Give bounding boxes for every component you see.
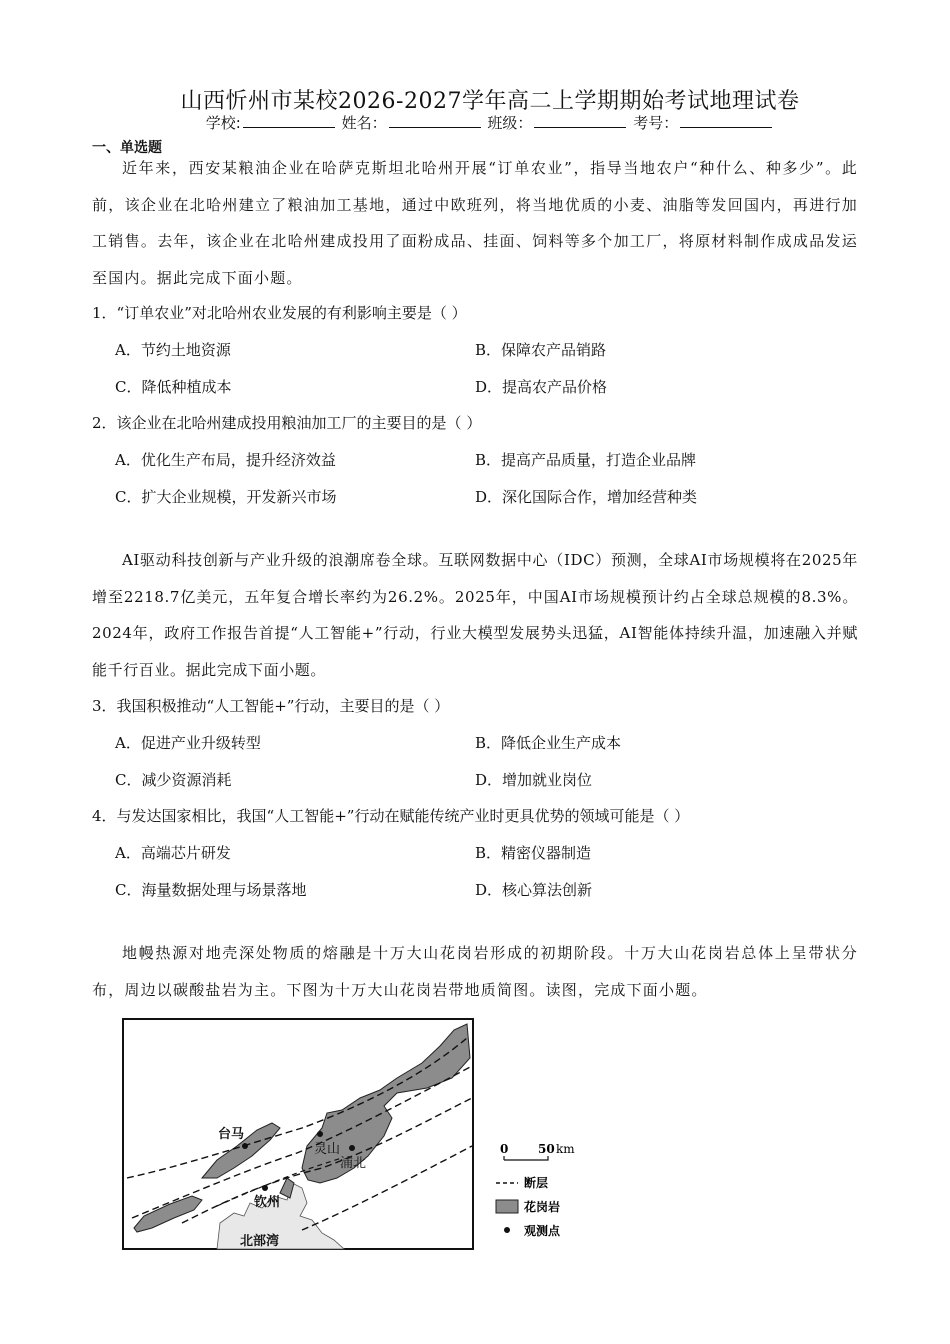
observation-point-pubei <box>349 1145 355 1151</box>
q2-option-a[interactable]: A．优化生产布局，提升经济效益 <box>115 451 336 469</box>
passage-1: 近年来，西安某粮油企业在哈萨克斯坦北哈州开展“订单农业”，指导当地农户“种什么、种多少”。此前，该企业在北哈州建立了粮油加工基地，通过中欧班列，将当地优质的小麦、油脂等发回国内，再进行加工销售。去年，该企业在北哈州建成投用了面粉成品、挂面、饲料等多个加工厂，将原材料制作成成品发运至国内。据此完成下面小题。 <box>92 159 858 287</box>
q4-option-a[interactable]: A．高端芯片研发 <box>115 844 231 862</box>
question-4-stem: 4．与发达国家相比，我国“人工智能+”行动在赋能传统产业时更具优势的领域可能是（ ） <box>92 807 690 825</box>
passage-3: 地幔热源对地壳深处物质的熔融是十万大山花岗岩形成的初期阶段。十万大山花岗岩总体上呈带状分布，周边以碳酸盐岩为主。下图为十万大山花岗岩带地质简图。读图，完成下面小题。 <box>92 944 858 999</box>
q3-option-d[interactable]: D．增加就业岗位 <box>475 771 593 789</box>
fault-legend-label: 断层 <box>524 1176 549 1190</box>
place-label-pubei: 浦北 <box>340 1156 367 1171</box>
place-label-beibu-gulf: 北部湾 <box>240 1234 280 1249</box>
school-label: 学校: <box>205 114 241 132</box>
exam-no-blank[interactable] <box>680 113 772 128</box>
passage-2: AI驱动科技创新与产业升级的浪潮席卷全球。互联网数据中心（IDC）预测，全球AI市场规模将在2025年增至2218.7亿美元，五年复合增长率约为26.2%。2025年，中国AI市场规模预计约占全球总规模的8.3%。2024年，政府工作报告首提“人工智能+”行动，行业大模型发展势头迅猛，AI智能体持续升温，加速融入并赋能千行百业。据此完成下面小题。 <box>92 551 858 679</box>
observation-point-qinzhou <box>262 1185 268 1191</box>
q1-option-c[interactable]: C．降低种植成本 <box>115 378 232 396</box>
place-label-lingshan: 灵山 <box>314 1142 341 1157</box>
section-title: 一、单选题 <box>92 140 162 156</box>
exam-title: 山西忻州市某校2026-2027学年高二上学期期始考试地理试卷 <box>180 89 800 114</box>
granite-belt-map <box>122 1018 474 1250</box>
observation-point-taima <box>242 1143 248 1149</box>
exam-no-label: 考号： <box>633 114 679 132</box>
q1-option-d[interactable]: D．提高农产品价格 <box>475 378 608 396</box>
observation-point-lingshan <box>317 1131 323 1137</box>
question-2-stem: 2．该企业在北哈州建成投用粮油加工厂的主要目的是（ ） <box>92 414 482 432</box>
place-label-taima: 台马 <box>218 1127 245 1142</box>
question-3-stem: 3．我国积极推动“人工智能+”行动，主要目的是（ ） <box>92 697 450 715</box>
q4-option-c[interactable]: C．海量数据处理与场景落地 <box>115 881 307 899</box>
scale-unit-label: km <box>556 1142 575 1156</box>
q4-option-d[interactable]: D．核心算法创新 <box>475 881 593 899</box>
student-info-line <box>0 112 950 133</box>
name-label: 姓名： <box>341 114 387 132</box>
place-label-qinzhou: 钦州 <box>254 1195 281 1210</box>
observation-legend-label: 观测点 <box>524 1224 561 1238</box>
q2-option-d[interactable]: D．深化国际合作，增加经营种类 <box>475 488 698 506</box>
class-blank[interactable] <box>534 113 626 128</box>
q1-option-a[interactable]: A．节约土地资源 <box>115 341 231 359</box>
class-label: 班级： <box>487 114 533 132</box>
scale-end-label: 50 <box>538 1142 555 1156</box>
granite-legend-symbol <box>496 1200 518 1213</box>
question-1-stem: 1．“订单农业”对北哈州农业发展的有利影响主要是（ ） <box>92 304 467 322</box>
q3-option-a[interactable]: A．促进产业升级转型 <box>115 734 261 752</box>
school-blank[interactable] <box>243 113 335 128</box>
q2-option-b[interactable]: B．提高产品质量，打造企业品牌 <box>475 451 697 469</box>
map-legend <box>490 1140 610 1250</box>
q4-option-b[interactable]: B．精密仪器制造 <box>475 844 592 862</box>
q3-option-c[interactable]: C．减少资源消耗 <box>115 771 232 789</box>
q2-option-c[interactable]: C．扩大企业规模，开发新兴市场 <box>115 488 337 506</box>
scale-start-label: 0 <box>500 1142 509 1156</box>
q1-option-b[interactable]: B．保障农产品销路 <box>475 341 607 359</box>
name-blank[interactable] <box>389 113 481 128</box>
scale-bar <box>504 1156 548 1160</box>
observation-legend-symbol <box>504 1227 510 1233</box>
q3-option-b[interactable]: B．降低企业生产成本 <box>475 734 622 752</box>
granite-legend-label: 花岗岩 <box>524 1200 561 1214</box>
